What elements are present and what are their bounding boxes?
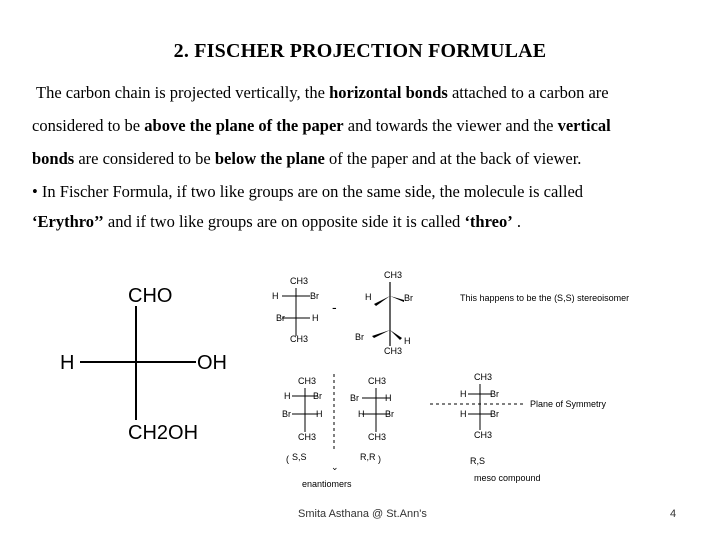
wedge-structure [355,270,413,356]
enr-r2r: Br [385,409,394,419]
enr-r1r: H [385,393,392,403]
enl-bottom: CH3 [298,432,317,442]
meso-r1r: Br [490,389,499,399]
big-bottom-group: CH2OH [128,422,199,444]
meso-r2l: H [460,409,467,419]
enl-top: CH3 [298,376,317,386]
tl-r2l: Br [276,313,285,323]
big-right-group: OH [197,352,227,374]
enl-r1l: H [284,391,291,401]
enr-paren: ) [378,454,381,464]
tl-r1r: Br [310,291,319,301]
enr-r2l: H [358,409,365,419]
plane-symmetry-label: Plane of Symmetry [530,399,607,409]
wedge-r1: Br [404,293,413,303]
enl-r2r: H [316,409,323,419]
big-fischer-structure [60,285,227,444]
meso-r2r: Br [490,409,499,419]
enl-label: S,S [292,452,307,462]
enr-bottom: CH3 [368,432,387,442]
wedge-bond [374,296,390,306]
paragraph-4: • In Fischer Formula, if two like groups are on the same side, the molecule is called [32,182,584,201]
footer-author: Smita Asthana @ St.Ann's [298,508,427,520]
wedge-top: CH3 [384,270,403,280]
meso-label: R,S [470,456,486,466]
enl-r1r: Br [313,391,322,401]
enr-label: R,R [360,452,376,462]
fischer-small-topleft [272,276,319,344]
paragraph-1: The carbon chain is projected vertically, the horizontal bonds attached to a carbon are [36,83,609,102]
wedge-r2: H [404,336,411,346]
mirror-arrow: ⌄ [331,462,339,472]
paragraph-3: bonds are considered to be below the plane of the paper and at the back of viewer. [32,149,582,168]
tl-top: CH3 [290,276,309,286]
tl-r1l: H [272,291,279,301]
big-left-group: H [60,352,75,374]
paragraph-5: ‘Erythro’’ and if two like groups are on opposite side it is called ‘threo’ . [32,212,521,231]
equals-dash: - [332,299,337,315]
meso-structure [430,372,541,483]
enantiomers-caption: enantiomers [302,479,352,489]
enl-r2l: Br [282,409,291,419]
enantiomer-right [350,376,394,464]
stereoisomer-note: This happens to be the (S,S) stereoisomer [460,293,630,303]
slide-title: 2. FISCHER PROJECTION FORMULAE [173,40,547,62]
wedge-l2: Br [355,332,364,342]
enl-paren: ( [286,454,289,464]
meso-r1l: H [460,389,467,399]
page-number: 4 [670,508,677,520]
paragraph-2: considered to be above the plane of the paper and towards the viewer and the vertical [32,116,611,135]
enr-r1l: Br [350,393,359,403]
wedge-l1: H [365,292,372,302]
wedge-bottom: CH3 [384,346,403,356]
tl-bottom: CH3 [290,334,309,344]
tl-r2r: H [312,313,319,323]
big-top-group: CHO [128,285,173,307]
meso-bottom: CH3 [474,430,493,440]
meso-caption: meso compound [474,473,541,483]
enantiomer-left [282,376,323,464]
meso-top: CH3 [474,372,493,382]
enr-top: CH3 [368,376,387,386]
